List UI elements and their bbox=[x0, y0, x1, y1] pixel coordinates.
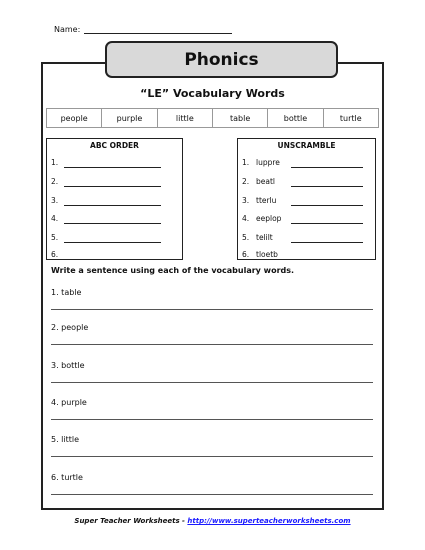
abc-order-row bbox=[47, 233, 182, 245]
sentence-line[interactable] bbox=[51, 344, 373, 345]
sentence-label: 5. little bbox=[51, 435, 80, 444]
word-bank-item: people bbox=[47, 109, 102, 127]
answer-blank[interactable] bbox=[64, 167, 161, 168]
answer-blank[interactable] bbox=[64, 223, 161, 224]
sentence-label: 3. bottle bbox=[51, 361, 85, 370]
unscramble-row bbox=[238, 250, 375, 262]
word-bank bbox=[46, 108, 379, 128]
row-number: 4. bbox=[51, 214, 59, 223]
worksheet-title-banner bbox=[105, 41, 338, 78]
abc-order-title: ABC ORDER bbox=[90, 141, 139, 150]
footer bbox=[0, 517, 425, 525]
word-bank-item: bottle bbox=[268, 109, 323, 127]
sentence-line[interactable] bbox=[51, 382, 373, 383]
sentence-item bbox=[51, 473, 373, 503]
scrambled-word: luppre bbox=[256, 158, 280, 167]
row-number: 2. bbox=[242, 177, 250, 186]
answer-blank[interactable] bbox=[64, 205, 161, 206]
sentence-line[interactable] bbox=[51, 419, 373, 420]
footer-brand: Super Teacher Worksheets - bbox=[74, 517, 188, 525]
abc-order-box bbox=[46, 138, 183, 260]
row-number: 6. bbox=[51, 250, 59, 259]
sentence-label: 1. table bbox=[51, 288, 82, 297]
row-number: 5. bbox=[51, 233, 59, 242]
row-number: 3. bbox=[51, 196, 59, 205]
unscramble-row bbox=[238, 233, 375, 245]
sentence-item bbox=[51, 361, 373, 391]
answer-blank[interactable] bbox=[291, 242, 363, 243]
name-blank[interactable] bbox=[84, 33, 232, 34]
scrambled-word: beatl bbox=[256, 177, 275, 186]
unscramble-title: UNSCRAMBLE bbox=[277, 141, 336, 150]
sentence-line[interactable] bbox=[51, 456, 373, 457]
sentence-label: 2. people bbox=[51, 323, 89, 332]
sentence-label: 6. turtle bbox=[51, 473, 83, 482]
word-bank-item: purple bbox=[102, 109, 157, 127]
scrambled-word: tterlu bbox=[256, 196, 277, 205]
answer-blank[interactable] bbox=[64, 259, 161, 260]
sentence-instruction: Write a sentence using each of the vocabulary words. bbox=[51, 266, 295, 275]
abc-order-row bbox=[47, 196, 182, 208]
unscramble-row bbox=[238, 177, 375, 189]
abc-order-row bbox=[47, 250, 182, 262]
row-number: 5. bbox=[242, 233, 250, 242]
answer-blank[interactable] bbox=[291, 259, 363, 260]
row-number: 1. bbox=[242, 158, 250, 167]
sentence-item bbox=[51, 398, 373, 428]
abc-order-row bbox=[47, 214, 182, 226]
sentence-label: 4. purple bbox=[51, 398, 87, 407]
scrambled-word: eeplop bbox=[256, 214, 282, 223]
sentence-line[interactable] bbox=[51, 309, 373, 310]
word-bank-item: table bbox=[213, 109, 268, 127]
answer-blank[interactable] bbox=[291, 186, 363, 187]
answer-blank[interactable] bbox=[64, 242, 161, 243]
row-number: 2. bbox=[51, 177, 59, 186]
sentence-item bbox=[51, 435, 373, 465]
worksheet-subtitle: “LE” Vocabulary Words bbox=[140, 87, 285, 100]
row-number: 3. bbox=[242, 196, 250, 205]
name-label: Name: bbox=[54, 25, 81, 34]
unscramble-row bbox=[238, 158, 375, 170]
sentence-item bbox=[51, 323, 373, 353]
word-bank-item: little bbox=[158, 109, 213, 127]
answer-blank[interactable] bbox=[291, 205, 363, 206]
row-number: 4. bbox=[242, 214, 250, 223]
scrambled-word: tloetb bbox=[256, 250, 278, 259]
sentence-item bbox=[51, 288, 373, 318]
row-number: 1. bbox=[51, 158, 59, 167]
footer-link[interactable]: http://www.superteacherworksheets.com bbox=[187, 517, 351, 525]
unscramble-box bbox=[237, 138, 376, 260]
answer-blank[interactable] bbox=[291, 167, 363, 168]
unscramble-row bbox=[238, 196, 375, 208]
unscramble-row bbox=[238, 214, 375, 226]
sentence-line[interactable] bbox=[51, 494, 373, 495]
answer-blank[interactable] bbox=[291, 223, 363, 224]
abc-order-row bbox=[47, 158, 182, 170]
answer-blank[interactable] bbox=[64, 186, 161, 187]
word-bank-item: turtle bbox=[339, 113, 362, 123]
row-number: 6. bbox=[242, 250, 250, 259]
worksheet-title: Phonics bbox=[184, 49, 259, 70]
abc-order-row bbox=[47, 177, 182, 189]
scrambled-word: telilt bbox=[256, 233, 273, 242]
